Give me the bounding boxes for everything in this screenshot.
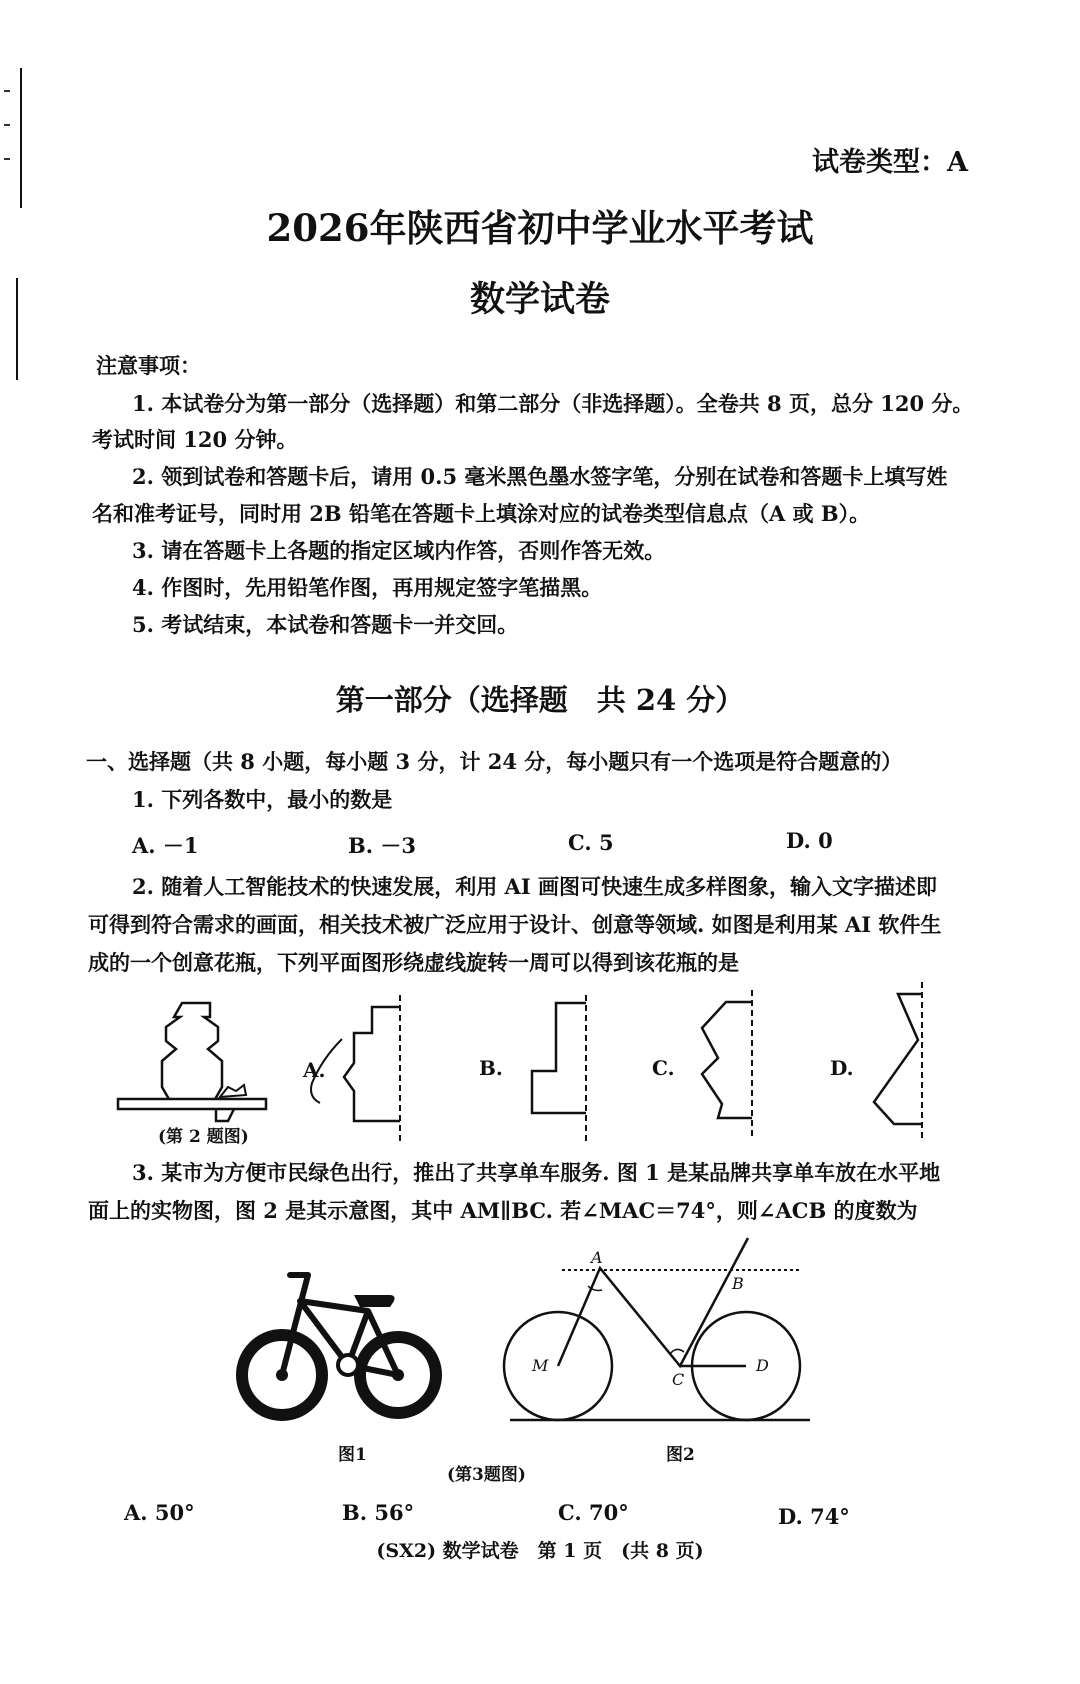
q3-figure-caption: (第3题图) [447,1465,526,1485]
q2-vase-figure [116,995,276,1125]
section-heading: 一、选择题（共 8 小题，每小题 3 分，计 24 分，每小题只有一个选项是符合题意的） [86,749,903,774]
exam-subtitle: 数学试卷 [469,279,610,320]
q3-line-1: 3. 某市为方便市民绿色出行，推出了共享单车服务. 图 1 是某品牌共享单车放在水平地 [132,1160,941,1185]
notice-item-1b: 考试时间 120 分钟。 [92,427,298,452]
q1-option-a: A. －1 [132,833,199,858]
q2-option-d-label: D. [830,1056,854,1080]
q3-line-2: 面上的实物图，图 2 是其示意图，其中 AM∥BC. 若∠MAC＝74°，则∠ACB 的度数为 [88,1198,918,1223]
q3-point-a: A [591,1248,603,1267]
q2-option-b-label: B. [479,1056,503,1080]
notice-item-3: 3. 请在答题卡上各题的指定区域内作答，否则作答无效。 [132,538,666,563]
q2-line-3: 成的一个创意花瓶，下列平面图形绕虚线旋转一周可以得到该花瓶的是 [88,950,739,975]
q1-stem: 1. 下列各数中，最小的数是 [132,787,393,812]
q1-option-b: B. －3 [348,833,416,858]
binding-tick [4,90,10,92]
q3-figure-1-label: 图1 [338,1445,367,1465]
q3-option-c: C. 70° [558,1500,629,1525]
q2-option-d-shape [870,982,980,1142]
q2-figure-caption: (第 2 题图) [158,1127,249,1147]
q3-point-m: M [532,1356,549,1375]
notice-item-1a: 1. 本试卷分为第一部分（选择题）和第二部分（非选择题）。全卷共 8 页，总分 120 分。 [132,391,974,416]
q3-option-b: B. 56° [342,1500,415,1525]
part1-heading: 第一部分（选择题 共 24 分） [335,683,745,717]
q3-point-d: D [756,1356,769,1375]
q2-option-c-shape [690,990,800,1140]
q3-figure-2-label: 图2 [666,1445,695,1465]
notice-item-5: 5. 考试结束，本试卷和答题卡一并交回。 [132,612,519,637]
page-footer: (SX2) 数学试卷 第 1 页 (共 8 页) [376,1540,704,1562]
q1-option-c: C. 5 [568,830,614,855]
paper-type: 试卷类型：A [812,147,968,178]
q2-option-b-shape [510,995,610,1145]
q3-point-c: C [672,1370,685,1389]
notice-item-2a: 2. 领到试卷和答题卡后，请用 0.5 毫米黑色墨水签字笔，分别在试卷和答题卡上填写姓 [132,464,948,489]
binding-line-top [20,68,22,208]
binding-tick [4,158,10,160]
exam-title: 2026年陕西省初中学业水平考试 [266,206,814,250]
binding-tick [4,124,10,126]
q3-schematic-diagram [500,1232,820,1462]
q2-option-a-label: A. [303,1058,326,1082]
q3-bicycle-photo [238,1255,448,1425]
notice-heading: 注意事项： [96,353,201,378]
q2-line-2: 可得到符合需求的画面，相关技术被广泛应用于设计、创意等领域. 如图是利用某 AI 软件生 [88,912,942,937]
notice-item-2b: 名和准考证号，同时用 2B 铅笔在答题卡上填涂对应的试卷类型信息点（A 或 B）。 [92,501,871,526]
q2-option-c-label: C. [652,1056,675,1080]
q3-option-d: D. 74° [778,1504,850,1529]
notice-item-4: 4. 作图时，先用铅笔作图，再用规定签字笔描黑。 [132,575,603,600]
q2-line-1: 2. 随着人工智能技术的快速发展，利用 AI 画图可快速生成多样图象，输入文字描述即 [132,874,937,899]
q1-option-d: D. 0 [786,828,833,853]
q3-point-b: B [732,1274,744,1293]
q3-option-a: A. 50° [124,1500,195,1525]
